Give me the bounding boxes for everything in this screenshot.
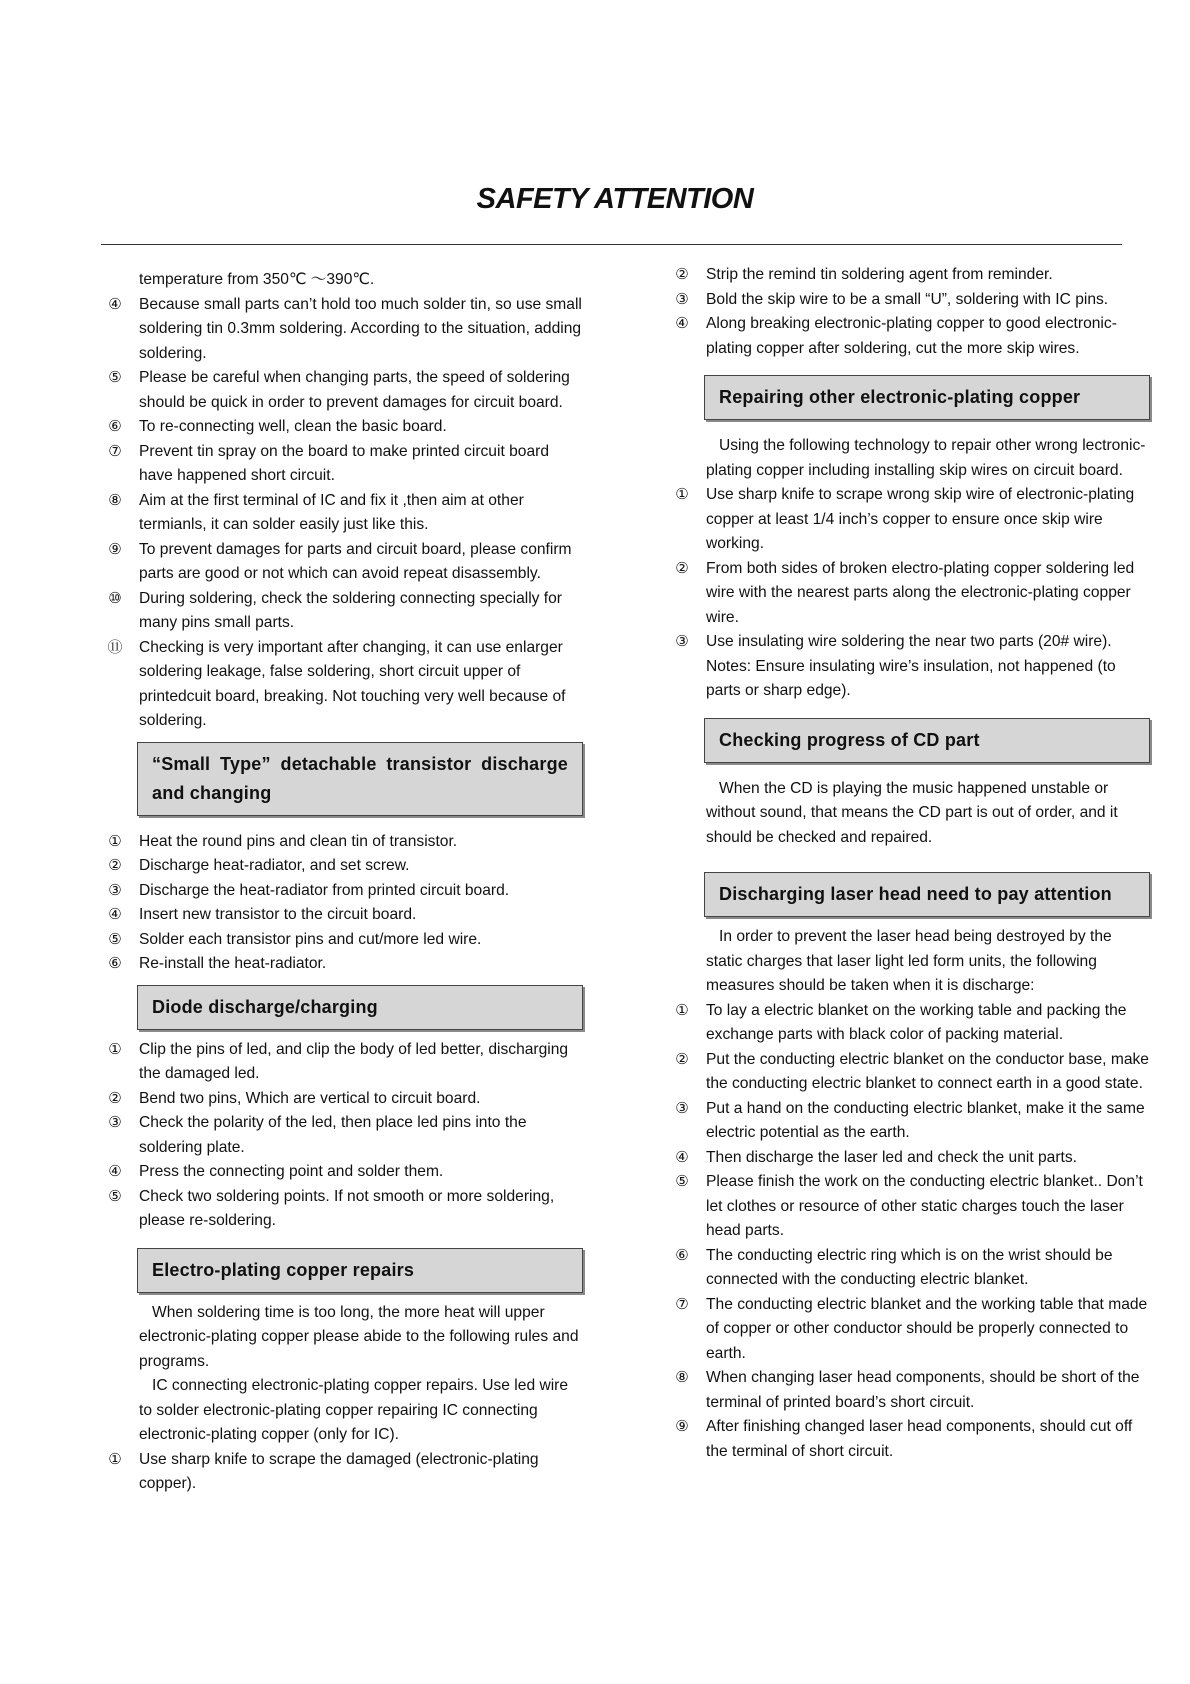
- paragraph: Using the following technology to repair other wrong lectronic-plating copper including installing skip wires on circuit board.: [706, 437, 1146, 479]
- list-item: [670, 483, 1150, 557]
- section-header-copper-repairs: Electro-plating copper repairs: [137, 1248, 583, 1293]
- item-text: Please finish the work on the conducting electric blanket.. Don’t let clothes or resource of other static charges touch the laser head parts.: [706, 1173, 1143, 1239]
- item-text: To prevent damages for parts and circuit board, please confirm parts are good or not which can avoid repeat disassembly.: [139, 540, 572, 582]
- paragraph: IC connecting electronic-plating copper repairs. Use led wire to solder electronic-plating copper repairing IC connecting electronic-plating copper (only for IC).: [139, 1377, 569, 1443]
- item-text: Re-install the heat-radiator.: [139, 955, 327, 972]
- item-number: ④: [108, 1163, 122, 1180]
- section-header-other-copper: Repairing other electronic-plating copper: [704, 375, 1150, 420]
- item-text: Because small parts can’t hold too much solder tin, so use small soldering tin 0.3mm soldering. According to the situation, adding soldering.: [139, 295, 582, 362]
- item-text: Bold the skip wire to be a small “U”, soldering with IC pins.: [706, 290, 1109, 308]
- item-text: Heat the round pins and clean tin of transistor.: [139, 832, 458, 850]
- item-number: ④: [108, 906, 122, 923]
- list-item: [670, 312, 1150, 361]
- item-text: During soldering, check the soldering connecting specially for many pins small parts.: [139, 589, 562, 631]
- item-number: ③: [675, 1099, 689, 1117]
- item-number: ⑪: [107, 638, 123, 656]
- list-item: [103, 1185, 583, 1234]
- list-item: [103, 903, 583, 928]
- item-number: ⑥: [108, 955, 122, 972]
- section-header-diode: Diode discharge/charging: [137, 985, 583, 1030]
- item-text: Please be careful when changing parts, the speed of soldering should be quick in order to prevent damages for circuit board.: [139, 369, 570, 411]
- item-text: Check the polarity of the led, then place led pins into the soldering plate.: [139, 1114, 527, 1156]
- item-number: ④: [675, 1148, 689, 1166]
- list-item: [103, 854, 583, 879]
- title-divider: [101, 244, 1122, 245]
- list-item: [103, 830, 583, 855]
- item-number: ⑦: [675, 1295, 689, 1313]
- list-item: [670, 1048, 1150, 1097]
- item-text: Prevent tin spray on the board to make printed circuit board have happened short circuit.: [139, 442, 549, 484]
- list-item: [103, 879, 583, 904]
- item-text: Insert new transistor to the circuit board.: [139, 906, 417, 923]
- list-item: [103, 587, 583, 636]
- list-item: [103, 636, 583, 734]
- item-text: Discharge the heat-radiator from printed circuit board.: [139, 881, 510, 899]
- list-item: [103, 489, 583, 538]
- item-text: Press the connecting point and solder them.: [139, 1163, 444, 1180]
- item-text: The conducting electric ring which is on the wrist should be connected with the conducting electric blanket.: [706, 1246, 1113, 1288]
- item-number: ⑤: [108, 930, 122, 948]
- list-item: [670, 1170, 1150, 1244]
- list-item: [670, 557, 1150, 631]
- item-text: Bend two pins, Which are vertical to circuit board.: [139, 1089, 481, 1107]
- section-header-transistor: “Small Type” detachable transistor discharge and changing: [137, 742, 583, 816]
- item-number: ②: [108, 1089, 122, 1107]
- item-number: ⑧: [675, 1369, 689, 1386]
- item-number: ⑤: [108, 1187, 122, 1205]
- item-number: ③: [108, 1114, 122, 1131]
- list-item: [670, 1366, 1150, 1415]
- item-number: ⑤: [108, 369, 122, 386]
- item-text: Use insulating wire soldering the near two parts (20# wire). Notes: Ensure insulating wire’s insulation, not happened (to parts or sharp edge).: [706, 633, 1116, 699]
- list-item: [103, 1038, 583, 1087]
- continued-text: temperature from 350℃ ～390℃.: [139, 271, 375, 288]
- item-number: ①: [108, 1450, 122, 1468]
- item-number: ④: [108, 295, 122, 313]
- item-text: Strip the remind tin soldering agent from reminder.: [706, 266, 1053, 283]
- item-number: ②: [108, 857, 122, 874]
- item-text: Use sharp knife to scrape the damaged (electronic-plating copper).: [139, 1450, 539, 1492]
- list-item: [670, 630, 1150, 704]
- list-item: [103, 1087, 583, 1112]
- section-header-cd-check: Checking progress of CD part: [704, 718, 1150, 763]
- left-column: [103, 268, 583, 1497]
- item-text: Then discharge the laser led and check the unit parts.: [706, 1148, 1078, 1166]
- item-text: Along breaking electronic-plating copper to good electronic-plating copper after soldering, cut the more skip wires.: [706, 315, 1117, 357]
- item-number: ⑨: [108, 540, 122, 558]
- item-number: ①: [108, 1040, 122, 1058]
- item-text: To lay a electric blanket on the working table and packing the exchange parts with black color of packing material.: [706, 1001, 1127, 1043]
- item-text: Check two soldering points. If not smooth or more soldering, please re-soldering.: [139, 1187, 555, 1229]
- page-title: SAFETY ATTENTION: [476, 183, 754, 215]
- list-item: [103, 952, 583, 977]
- item-number: ①: [108, 832, 122, 850]
- list-item: [670, 999, 1150, 1048]
- list-item: [670, 263, 1150, 288]
- list-item: [670, 1146, 1150, 1171]
- list-item: [103, 415, 583, 440]
- item-number: ⑧: [108, 491, 122, 509]
- item-number: ⑥: [108, 418, 122, 435]
- list-item: [103, 366, 583, 415]
- item-text: When changing laser head components, should be short of the terminal of printed board’s short circuit.: [706, 1369, 1140, 1411]
- item-number: ②: [675, 559, 689, 577]
- item-number: ③: [108, 881, 122, 899]
- item-number: ②: [675, 266, 689, 283]
- item-number: ⑥: [675, 1246, 689, 1264]
- item-number: ②: [675, 1050, 689, 1068]
- item-number: ⑤: [675, 1173, 689, 1190]
- item-number: ⑨: [675, 1418, 689, 1435]
- list-item: [103, 928, 583, 953]
- item-number: ①: [675, 486, 689, 503]
- paragraph: In order to prevent the laser head being destroyed by the static charges that laser light led form units, the following measures should be taken when it is discharge:: [706, 928, 1112, 994]
- list-item: [670, 1293, 1150, 1367]
- item-text: Put the conducting electric blanket on the conductor base, make the conducting electric blanket to connect earth in a good state.: [706, 1050, 1149, 1092]
- list-item: [103, 1160, 583, 1185]
- item-text: After finishing changed laser head components, should cut off the terminal of short circuit.: [706, 1418, 1133, 1460]
- list-item: [103, 293, 583, 367]
- item-number: ④: [675, 315, 689, 332]
- item-number: ⑦: [108, 442, 122, 460]
- paragraph: When the CD is playing the music happened unstable or without sound, that means the CD part is out of order, and it should be checked and repaired.: [706, 779, 1118, 846]
- list-item: [670, 1097, 1150, 1146]
- item-text: From both sides of broken electro-plating copper soldering led wire with the nearest parts along the electronic-plating copper wire.: [706, 559, 1135, 626]
- paragraph: When soldering time is too long, the more heat will upper electronic-plating copper please abide to the following rules and programs.: [139, 1303, 579, 1370]
- item-text: Checking is very important after changing, it can use enlarger soldering leakage, false soldering, short circuit upper of printedcuit board, breaking. Not touching very well because of soldering.: [139, 638, 566, 729]
- list-item: [103, 440, 583, 489]
- item-text: Solder each transistor pins and cut/more led wire.: [139, 930, 482, 948]
- right-column: [670, 263, 1150, 1464]
- item-text: Use sharp knife to scrape wrong skip wire of electronic-plating copper at least 1/4 inch’s copper to ensure once skip wire working.: [706, 486, 1135, 552]
- section-header-laser: Discharging laser head need to pay attention: [704, 872, 1150, 917]
- item-text: Clip the pins of led, and clip the body of led better, discharging the damaged led.: [139, 1040, 569, 1082]
- list-item: [103, 1111, 583, 1160]
- list-item: [670, 288, 1150, 313]
- item-text: Discharge heat-radiator, and set screw.: [139, 857, 410, 874]
- item-number: ③: [675, 290, 689, 308]
- list-item: [103, 1448, 583, 1497]
- list-item: [670, 1244, 1150, 1293]
- item-text: The conducting electric blanket and the working table that made of copper or other conductor should be properly connected to earth.: [706, 1295, 1148, 1362]
- list-item: [103, 538, 583, 587]
- item-number: ⑩: [108, 589, 122, 607]
- item-text: To re-connecting well, clean the basic board.: [139, 418, 447, 435]
- item-text: Put a hand on the conducting electric blanket, make it the same electric potential as the earth.: [706, 1099, 1145, 1141]
- list-item: [670, 1415, 1150, 1464]
- item-number: ③: [675, 633, 689, 650]
- item-number: ①: [675, 1001, 689, 1019]
- item-text: Aim at the first terminal of IC and fix it ,then aim at other termianls, it can solder easily just like this.: [139, 491, 524, 533]
